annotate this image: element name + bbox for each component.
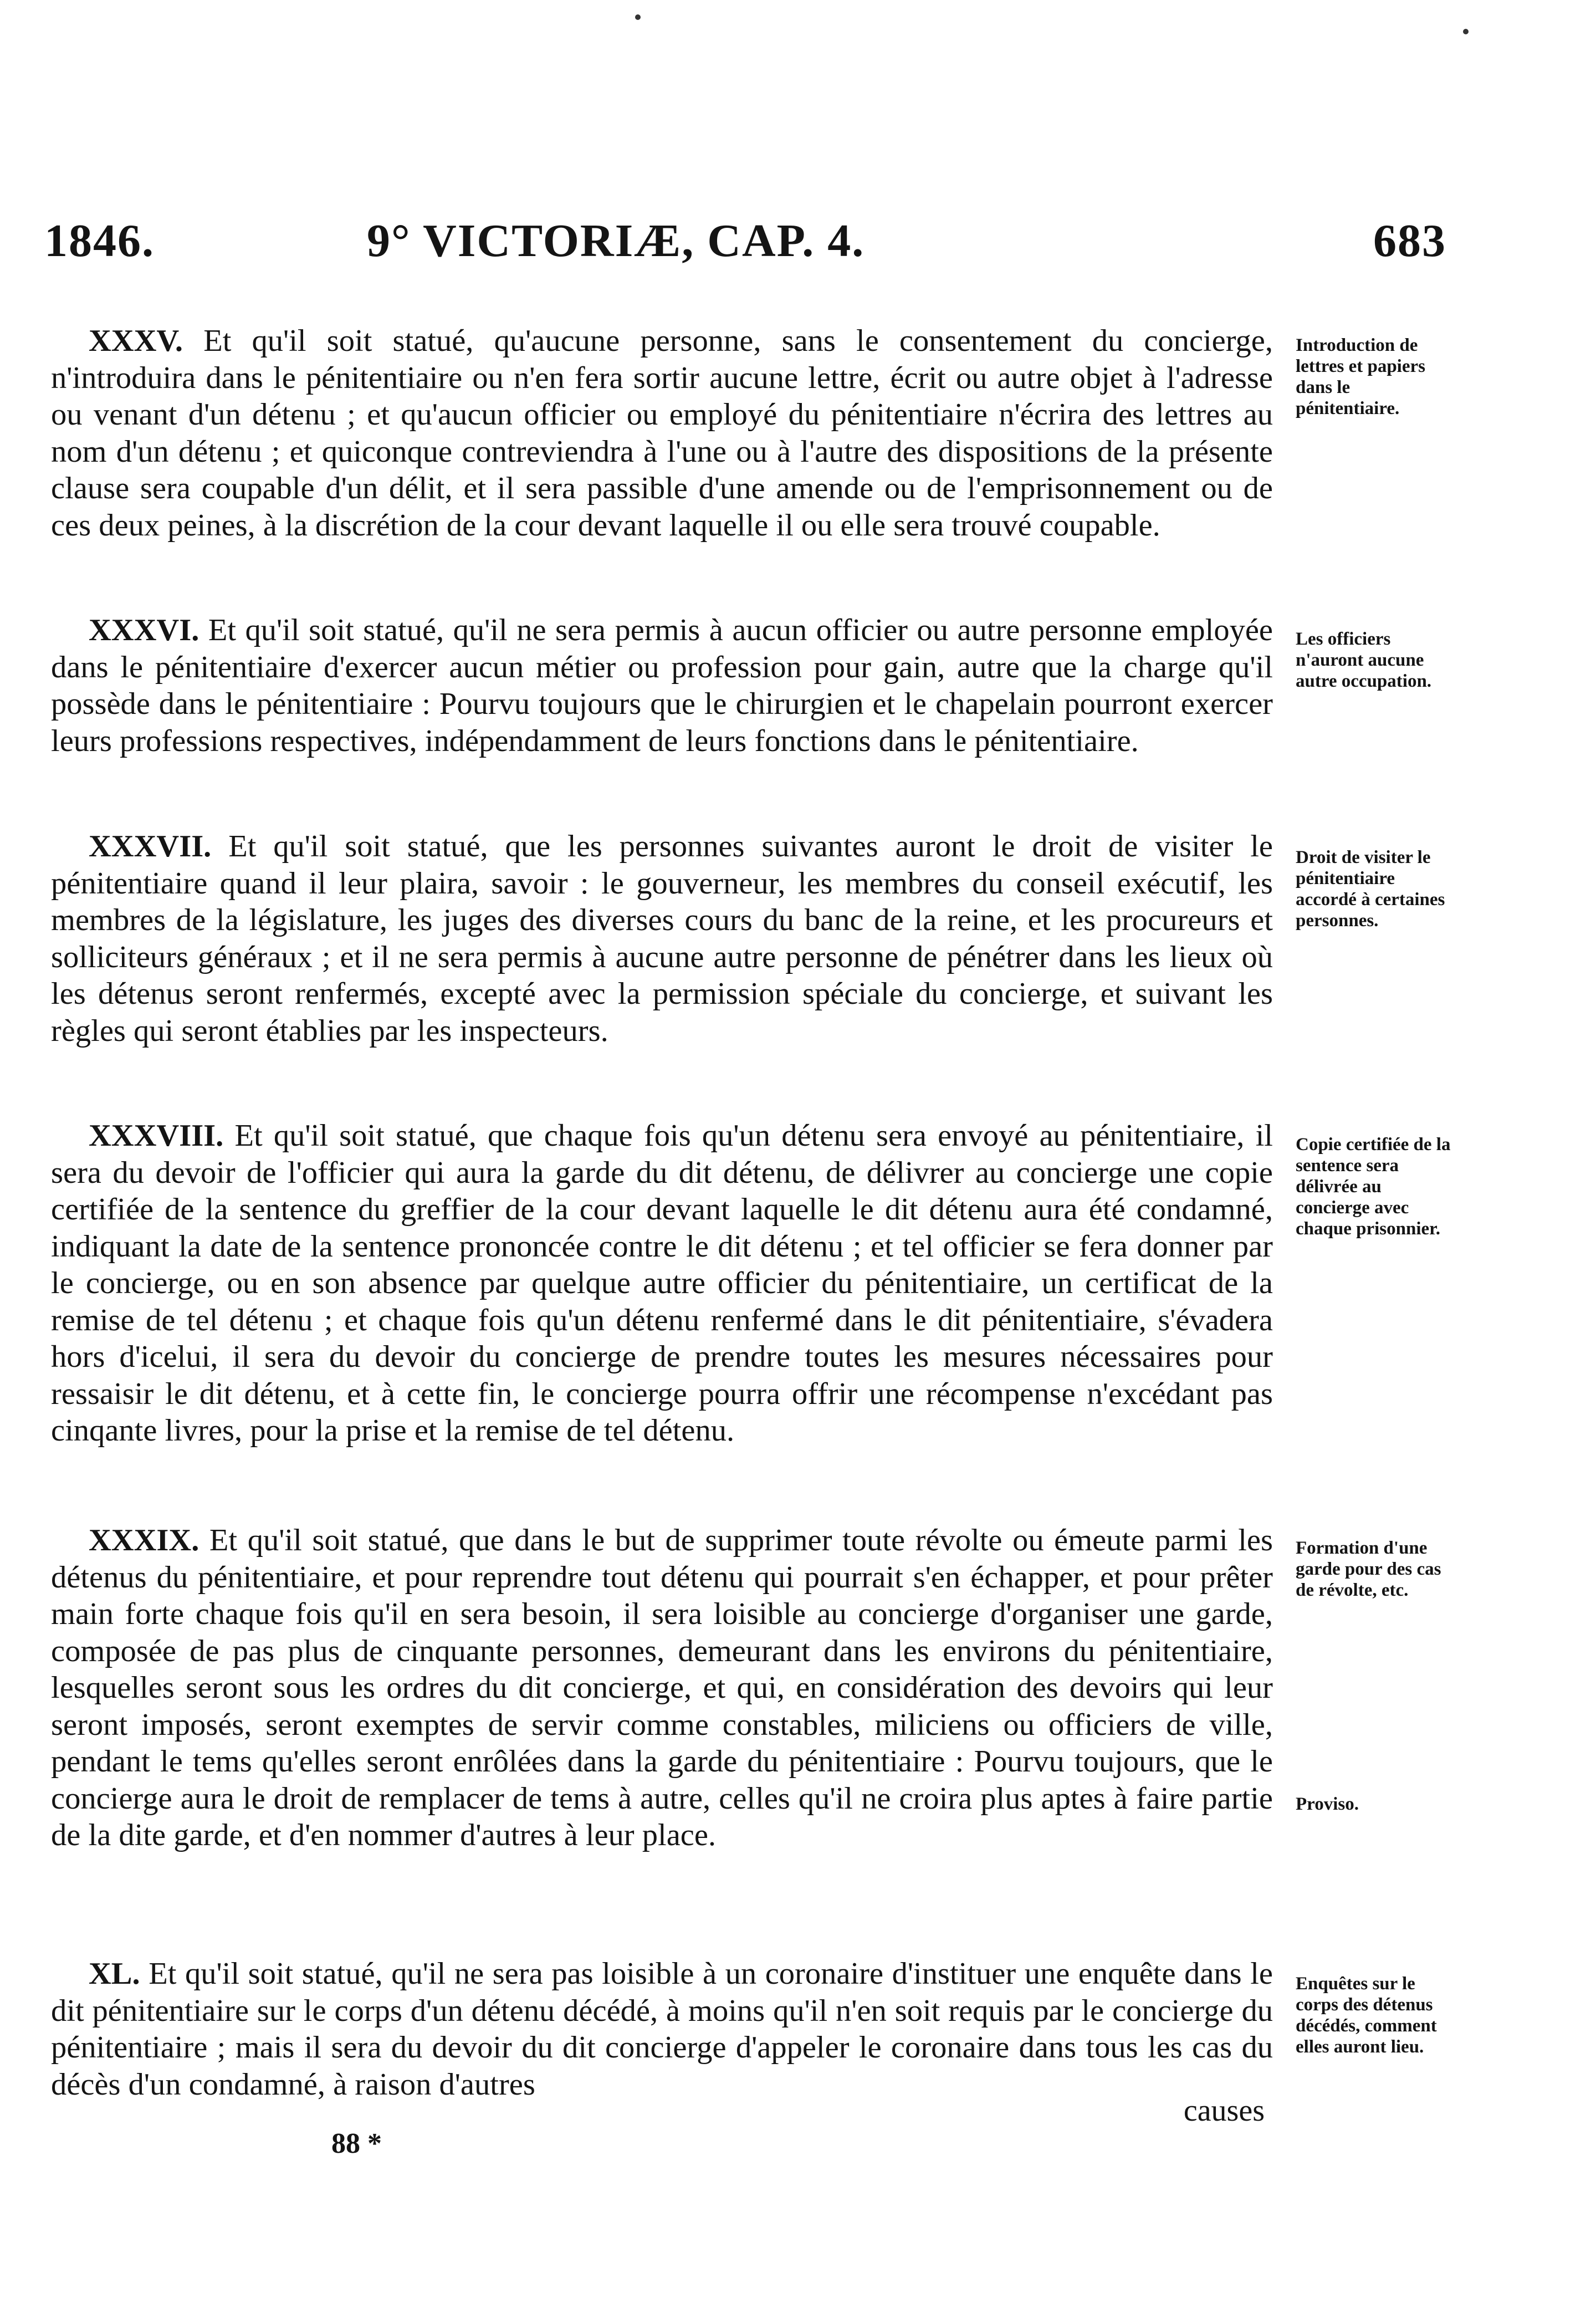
- scan-speck: [635, 14, 641, 20]
- section-39-proviso-note: Proviso.: [1296, 1794, 1359, 1814]
- section-37-margin-note: Droit de visiter le pénitentiaire accordé à certaines personnes.: [1296, 847, 1445, 931]
- catchword: causes: [1183, 2093, 1265, 2128]
- section-38-text: [51, 1117, 1273, 1449]
- section-37-text: [51, 828, 1273, 1049]
- section-35-text: [51, 323, 1273, 544]
- section-35-margin-note: Introduction de lettres et papiers dans le pénitentiaire.: [1296, 335, 1425, 418]
- section-36-margin-note: Les officiers n'auront aucune autre occupation.: [1296, 629, 1432, 691]
- section-body: Et qu'il soit statué, que dans le but de supprimer toute révolte ou émeute parmi les détenus du pénitentiaire, et pour reprendre tout détenu qui pourrait s'en échapper, et pour prêter main forte chaque fois qu'il en sera besoin, il sera loisible au concierge d'organiser une garde, composée de pas plus de cinquante personnes, demeurant dans les environs du pénitentiaire, lesquelles seront sous les ordres du dit concierge, et qui, en considération des devoirs qui leur seront imposés, seront exemptes de servir comme constables, miliciens ou officiers de ville, pendant le tems qu'elles seront enrôlées dans la garde du pénitentiaire : Pourvu toujours, que le concierge aura le droit de remplacer de tems à autre, celles qu'il ne croira plus aptes à faire partie de la dite garde, et d'en nommer d'autres à leur place.: [51, 1523, 1273, 1852]
- section-body: Et qu'il soit statué, qu'il ne sera permis à aucun officier ou autre personne employée dans le pénitentiaire d'exercer aucun métier ou profession pour gain, autre que la charge qu'il possède dans le pénitentiaire : Pourvu toujours que le chirurgien et le chapelain pourront exercer leurs professions respectives, indépendamment de leurs fonctions dans le pénitentiaire.: [51, 613, 1273, 758]
- section-body: Et qu'il soit statué, qu'aucune personne, sans le consentement du concierge, n'introduira dans le pénitentiaire ou n'en fera sortir aucune lettre, écrit ou autre objet à l'adresse ou venant d'un détenu ; et qu'aucun officier ou employé du pénitentiaire n'écrira des lettres au nom d'un détenu ; et quiconque contreviendra à l'une ou à l'autre des dispositions de la présente clause sera coupable d'un délit, et il sera passible d'une amende ou de l'emprisonnement ou de ces deux peines, à la discrétion de la cour devant laquelle il ou elle sera trouvé coupable.: [51, 324, 1273, 543]
- header-year: 1846.: [44, 215, 155, 267]
- section-39-text: [51, 1522, 1273, 1854]
- section-36-text: [51, 612, 1273, 759]
- header-title: 9° VICTORIÆ, CAP. 4.: [367, 215, 865, 267]
- scan-speck: [1463, 29, 1469, 34]
- running-header: [44, 214, 1446, 275]
- section-body: Et qu'il soit statué, que les personnes suivantes auront le droit de visiter le pénitentiaire quand il leur plaira, savoir : le gouverneur, les membres du conseil exécutif, les membres de la législature, les juges des diverses cours du banc de la reine, et les procureurs et solliciteurs généraux ; et il ne sera permis à aucune autre personne de pénétrer dans les lieux où les détenus seront renfermés, excepté avec la permission spéciale du concierge, et suivant les règles qui seront établies par les inspecteurs.: [51, 829, 1273, 1048]
- section-number: XXXVI.: [89, 613, 200, 647]
- section-body: Et qu'il soit statué, que chaque fois qu'un détenu sera envoyé au pénitentiaire, il sera du devoir de l'officier qui aura la garde du dit détenu, de délivrer au concierge une copie certifiée de la sentence du greffier de la cour devant laquelle le dit détenu aura été condamné, indiquant la date de la sentence prononcée contre le dit détenu ; et tel officier se fera donner par le concierge, ou en son absence par quelque autre officier du pénitentiaire, un certificat de la remise de tel détenu ; et chaque fois qu'un détenu renfermé dans le dit pénitentiaire, s'évadera hors d'icelui, il sera du devoir du concierge de prendre toutes les mesures nécessaires pour ressaisir le dit détenu, et à cette fin, le concierge pourra offrir une récompense n'excédant pas cinqante livres, pour la prise et la remise de tel détenu.: [51, 1119, 1273, 1448]
- page-number: 683: [1373, 215, 1446, 267]
- section-number: XXXV.: [89, 324, 183, 358]
- section-number: XXXIX.: [89, 1523, 200, 1557]
- section-40-text: [51, 1955, 1273, 2103]
- section-number: XL.: [89, 1957, 140, 1991]
- section-body: Et qu'il soit statué, qu'il ne sera pas loisible à un coronaire d'instituer une enquête dans le dit pénitentiaire sur le corps d'un détenu décédé, à moins qu'il n'en soit requis par le concierge du pénitentiaire ; mais il sera du devoir du dit concierge d'appeler le coronaire dans tous les cas du décès d'un condamné, à raison d'autres: [51, 1957, 1273, 2102]
- section-39-margin-note: Formation d'une garde pour des cas de révolte, etc.: [1296, 1538, 1441, 1600]
- section-40-margin-note: Enquêtes sur le corps des détenus décédés, comment elles auront lieu.: [1296, 1974, 1437, 2057]
- section-number: XXXVIII.: [89, 1119, 224, 1153]
- printer-signature: 88 *: [331, 2128, 382, 2159]
- section-38-margin-note: Copie certifiée de la sentence sera délivrée au concierge avec chaque prisonnier.: [1296, 1135, 1451, 1239]
- section-number: XXXVII.: [89, 829, 212, 864]
